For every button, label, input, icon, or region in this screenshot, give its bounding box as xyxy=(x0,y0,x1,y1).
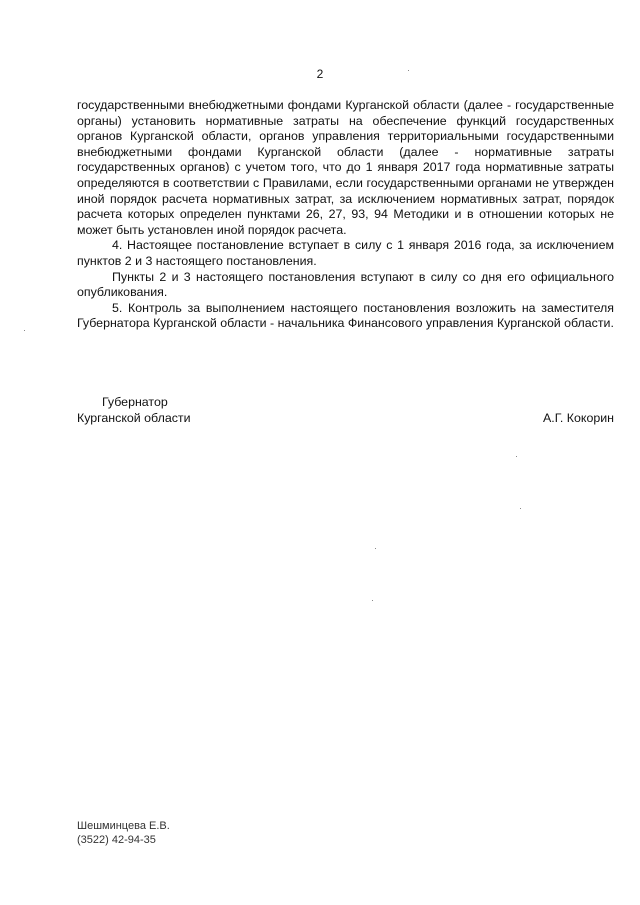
paragraph-continuation: государственными внебюджетными фондами Курганской области (далее - государственные органы) установить нормативные затраты на обеспечение функций государственных органов Курганской области, органов управления территориальными государственными внебюджетными фондами Курганской области (далее - нормативные затраты государственных органов) с учетом того, что до 1 января 2017 года нормативные затраты определяются в соответствии с Правилами, если государственными органами не утвержден иной порядок расчета нормативных затрат, за исключением нормативных затрат, порядок расчета которых определен пунктами 26, 27, 93, 94 Методики и в отношении которых не может быть установлен иной порядок расчета. xyxy=(77,98,614,237)
signature-block xyxy=(77,395,614,427)
paragraph-5: 5. Контроль за выполнением настоящего постановления возложить на заместителя Губернатора Курганской области - начальника Финансового управления Курганской области. xyxy=(77,300,614,331)
executor-info xyxy=(77,819,170,847)
executor-name: Шешминцева Е.В. xyxy=(77,820,170,832)
scan-speck xyxy=(375,548,376,549)
signature-title-line2: Курганской области xyxy=(77,410,191,425)
scan-speck xyxy=(24,330,25,331)
document-body xyxy=(77,98,614,332)
signatory-name: А.Г. Кокорин xyxy=(542,411,614,425)
paragraph-4: 4. Настоящее постановление вступает в силу с 1 января 2016 года, за исключением пунктов 2 и 3 настоящего постановления. xyxy=(77,238,614,268)
scan-speck xyxy=(520,508,521,509)
executor-phone: (3522) 42-94-35 xyxy=(77,834,156,846)
signature-title-line1: Губернатор xyxy=(102,395,168,409)
paragraph-4-note: Пункты 2 и 3 настоящего постановления вступают в силу со дня его официального опубликования. xyxy=(77,269,614,300)
scan-speck xyxy=(408,70,409,71)
scan-speck xyxy=(372,600,373,601)
page-number: 2 xyxy=(316,67,324,81)
scan-speck xyxy=(516,456,517,457)
